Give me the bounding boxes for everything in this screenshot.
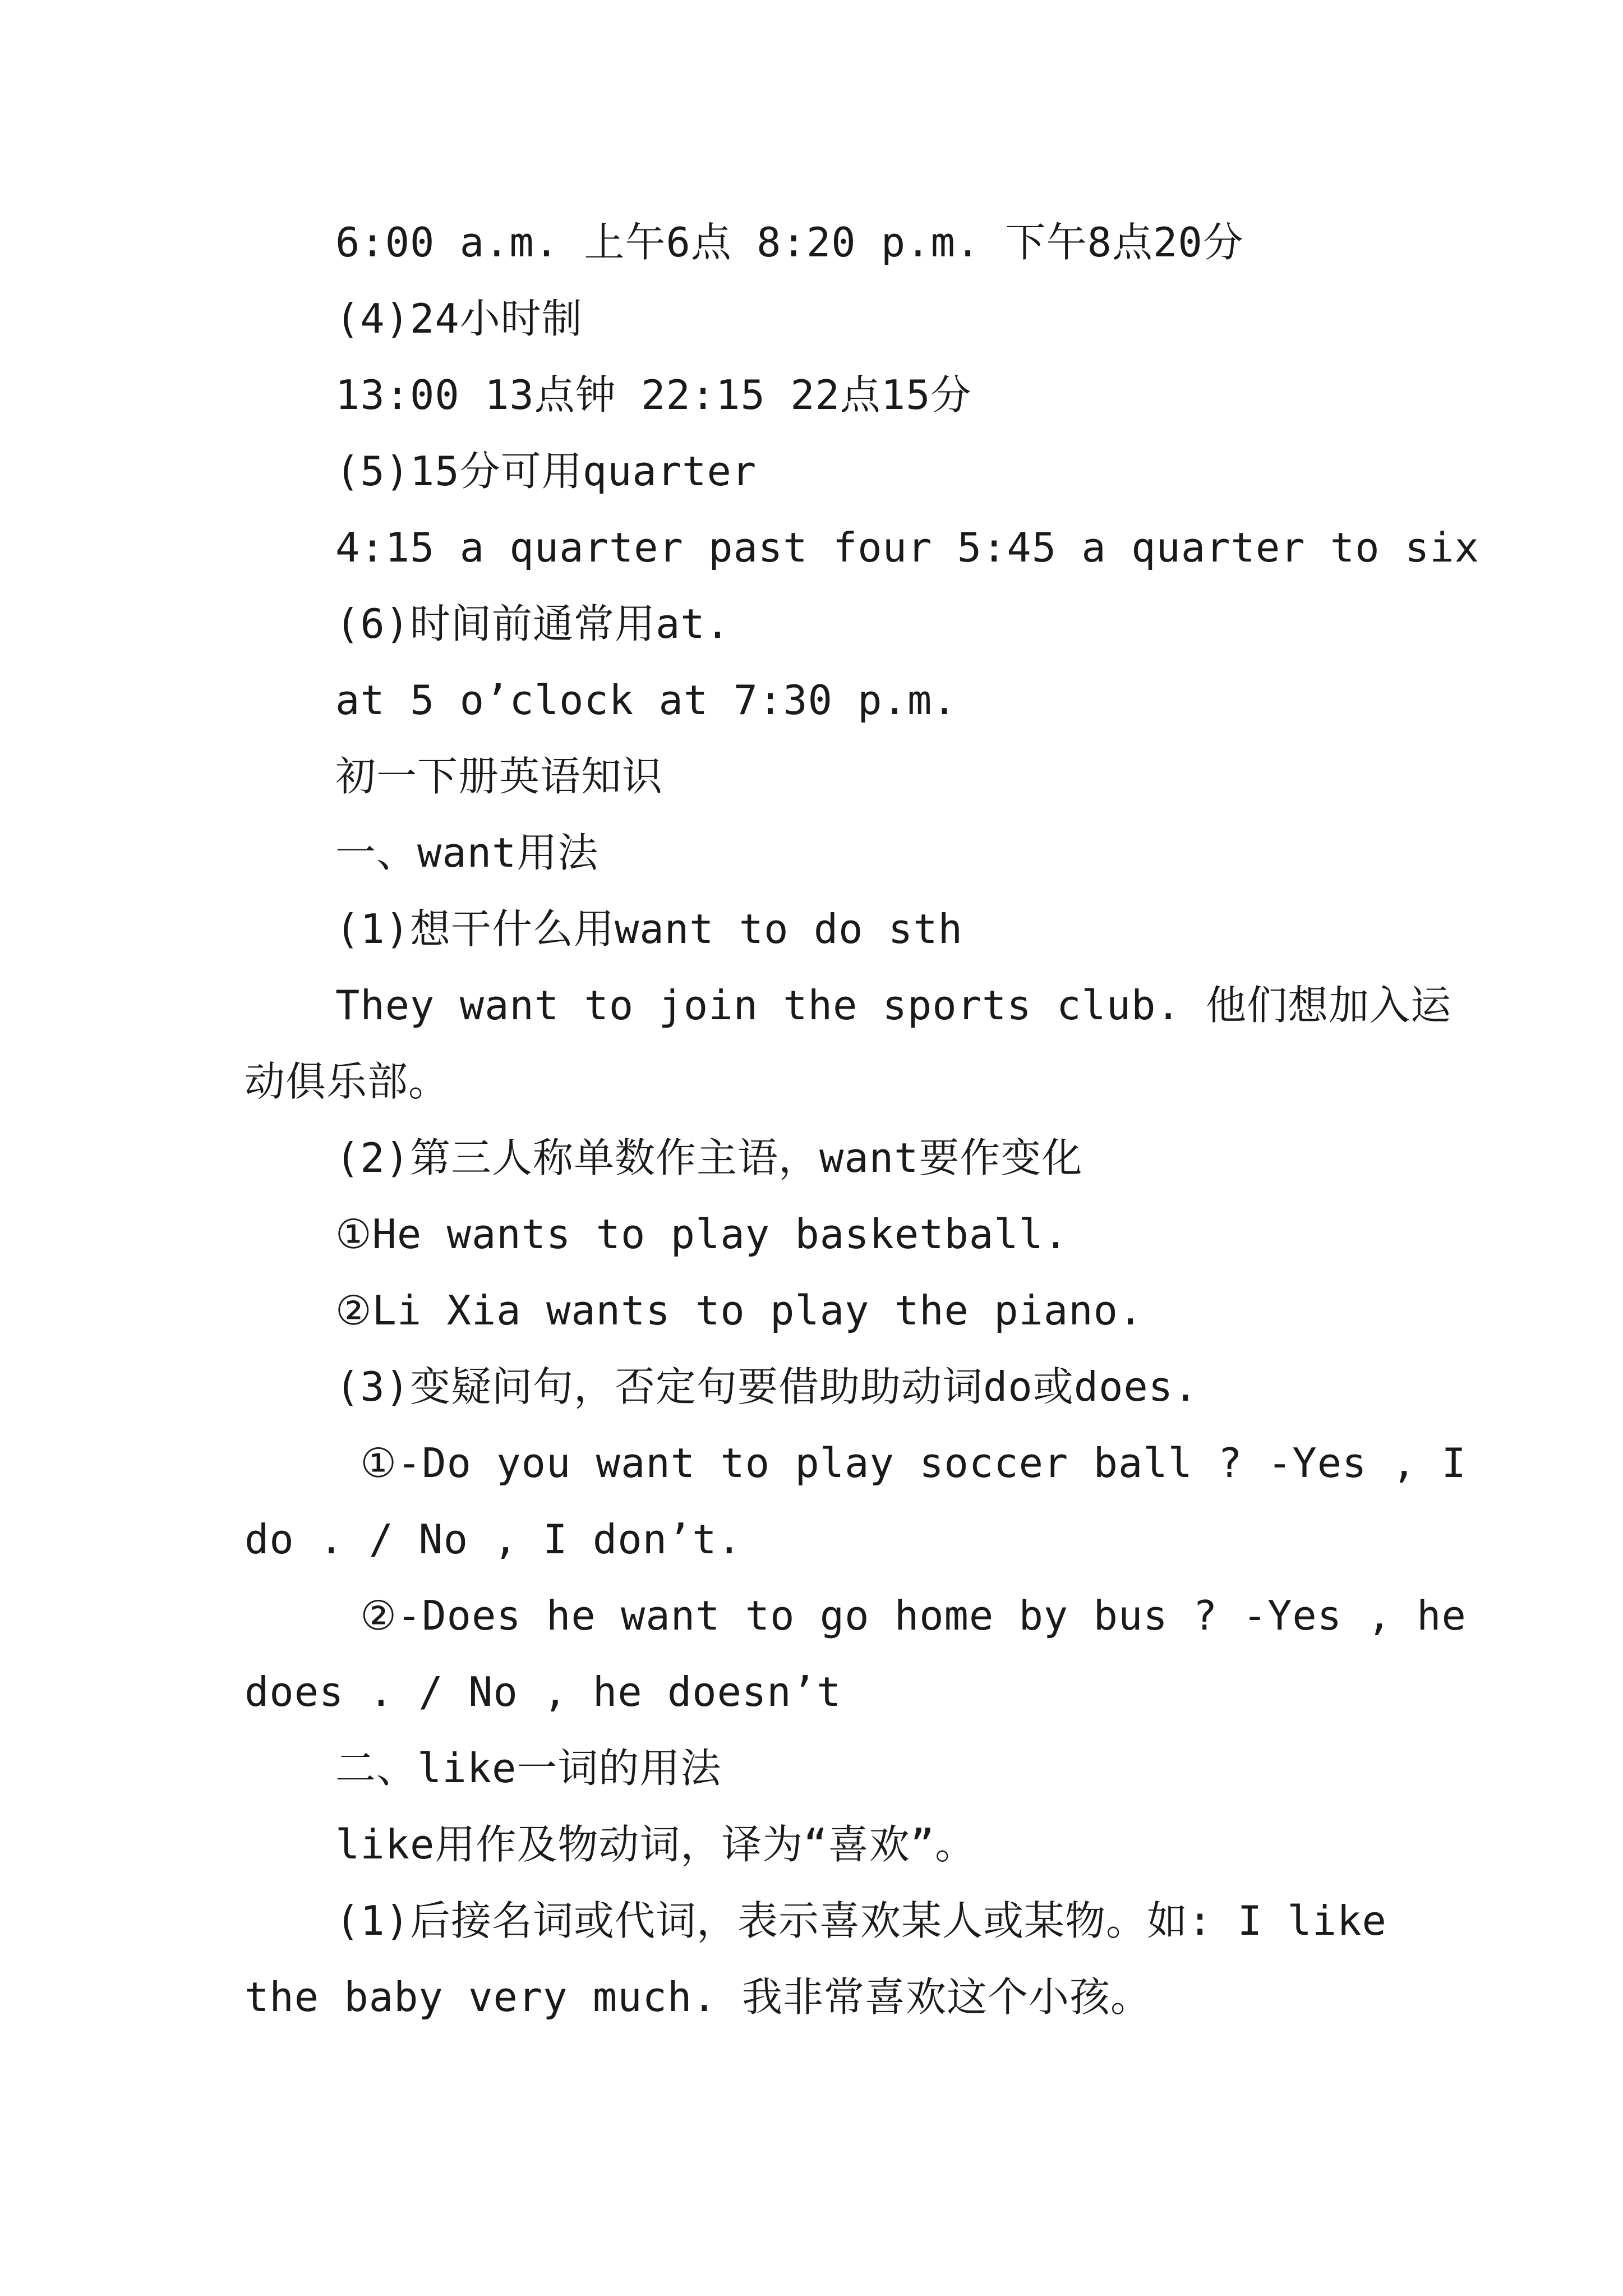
text-line: (5)15分可用quarter — [335, 448, 757, 495]
text-line: at 5 o’clock at 7:30 p.m. — [335, 677, 957, 724]
text-line: ②Li Xia wants to play the piano. — [335, 1287, 1144, 1334]
text-line: ②-Does he want to go home by bus ? -Yes , he — [335, 1592, 1467, 1639]
text-line: the baby very much. 我非常喜欢这个小孩。 — [245, 1973, 1151, 2021]
text-line: like用作及物动词，译为“喜欢”。 — [335, 1821, 976, 1868]
text-line: ①-Do you want to play soccer ball ? -Yes , I — [335, 1439, 1467, 1487]
text-line: They want to join the sports club. 他们想加入运 — [335, 982, 1452, 1029]
text-line: (4)24小时制 — [335, 295, 583, 342]
text-line: (1)想干什么用want to do sth — [335, 905, 963, 953]
text-line: 动俱乐部。 — [245, 1058, 450, 1105]
section-heading: 一、want用法 — [335, 829, 599, 876]
text-line: does . / No , he doesn’t — [245, 1668, 842, 1715]
text-line: 13:00 13点钟 22:15 22点15分 — [335, 371, 972, 418]
text-line: (3)变疑问句，否定句要借助助动词do或does. — [335, 1363, 1198, 1410]
text-line: do . / No , I don’t. — [245, 1516, 742, 1563]
text-line: 6:00 a.m. 上午6点 8:20 p.m. 下午8点20分 — [335, 219, 1244, 266]
text-line: (6)时间前通常用at. — [335, 600, 731, 647]
text-line: (1)后接名词或代词，表示喜欢某人或某物。如: I like — [335, 1897, 1387, 1944]
section-heading: 初一下册英语知识 — [335, 753, 663, 800]
text-line: (2)第三人称单数作主语，want要作变化 — [335, 1134, 1083, 1181]
section-heading: 二、like一词的用法 — [335, 1745, 722, 1792]
text-line: 4:15 a quarter past four 5:45 a quarter to six — [335, 524, 1479, 571]
text-line: ①He wants to play basketball. — [335, 1211, 1069, 1258]
